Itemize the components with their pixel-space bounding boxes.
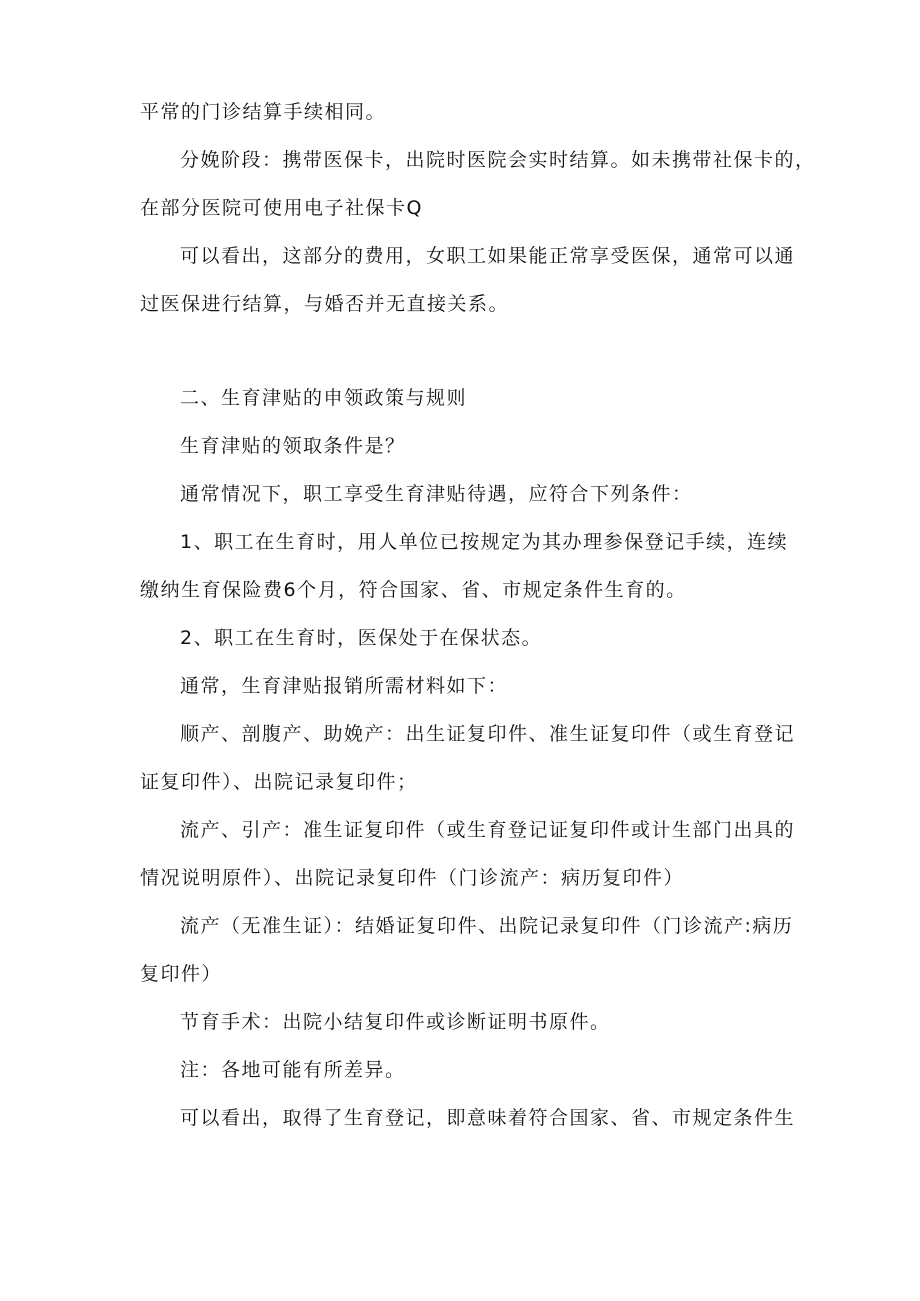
text-line: 注：各地可能有所差异。 <box>180 1059 406 1081</box>
text-line: 2、职工在生育时，医保处于在保状态。 <box>180 627 543 649</box>
paragraph-materials-sterilization <box>140 998 795 1046</box>
paragraph-materials-intro <box>140 662 795 710</box>
paragraph-summary-insurance <box>140 232 795 328</box>
heading-text: 二、生育津贴的申领政策与规则 <box>180 387 468 409</box>
text-line: 通常，生育津贴报销所需材料如下： <box>180 675 509 697</box>
paragraph-conclusion <box>140 1094 795 1142</box>
text-line: 可以看出，取得了生育登记，即意味着符合国家、省、市规定条件生 <box>180 1107 796 1129</box>
paragraph-materials-no-permit <box>140 902 795 998</box>
paragraph-continuation <box>140 88 795 136</box>
text-line: 复印件） <box>140 963 223 985</box>
paragraph-delivery-stage <box>140 136 816 232</box>
text-line: 1、职工在生育时，用人单位已按规定为其办理参保登记手续，连续 <box>180 531 789 553</box>
text-line: 顺产、剖腹产、助娩产：出生证复印件、准生证复印件（或生育登记 <box>180 723 796 745</box>
text-line: 证复印件）、出院记录复印件； <box>140 771 418 793</box>
text-line: 生育津贴的领取条件是？ <box>180 435 406 457</box>
text-line: 通常情况下，职工享受生育津贴待遇，应符合下列条件： <box>180 483 693 505</box>
text-line: 流产、引产：准生证复印件（或生育登记证复印件或计生部门出具的 <box>180 819 796 841</box>
paragraph-materials-abortion <box>140 806 795 902</box>
paragraph-question <box>140 422 795 470</box>
text-line: 在部分医院可使用电子社保卡Q <box>140 197 423 219</box>
section-heading <box>140 374 795 422</box>
text-line: 平常的门诊结算手续相同。 <box>140 101 387 123</box>
text-line: 情况说明原件）、出院记录复印件（门诊流产：病历复印件） <box>140 867 685 889</box>
text-line: 过医保进行结算，与婚否并无直接关系。 <box>140 293 510 315</box>
text-line: 缴纳生育保险费6个月，符合国家、省、市规定条件生育的。 <box>140 579 687 601</box>
paragraph-condition-2 <box>140 614 795 662</box>
text-line: 节育手术：出院小结复印件或诊断证明书原件。 <box>180 1011 611 1033</box>
text-line: 可以看出，这部分的费用，女职工如果能正常享受医保，通常可以通 <box>180 245 796 267</box>
text-line: 分娩阶段：携带医保卡，出院时医院会实时结算。如未携带社保卡的， <box>180 149 816 171</box>
paragraph-materials-delivery <box>140 710 795 806</box>
text-line: 流产（无准生证）：结婚证复印件、出院记录复印件（门诊流产:病历 <box>180 915 794 937</box>
paragraph-conditions-intro <box>140 470 795 518</box>
paragraph-note <box>140 1046 795 1094</box>
paragraph-condition-1 <box>140 518 795 614</box>
